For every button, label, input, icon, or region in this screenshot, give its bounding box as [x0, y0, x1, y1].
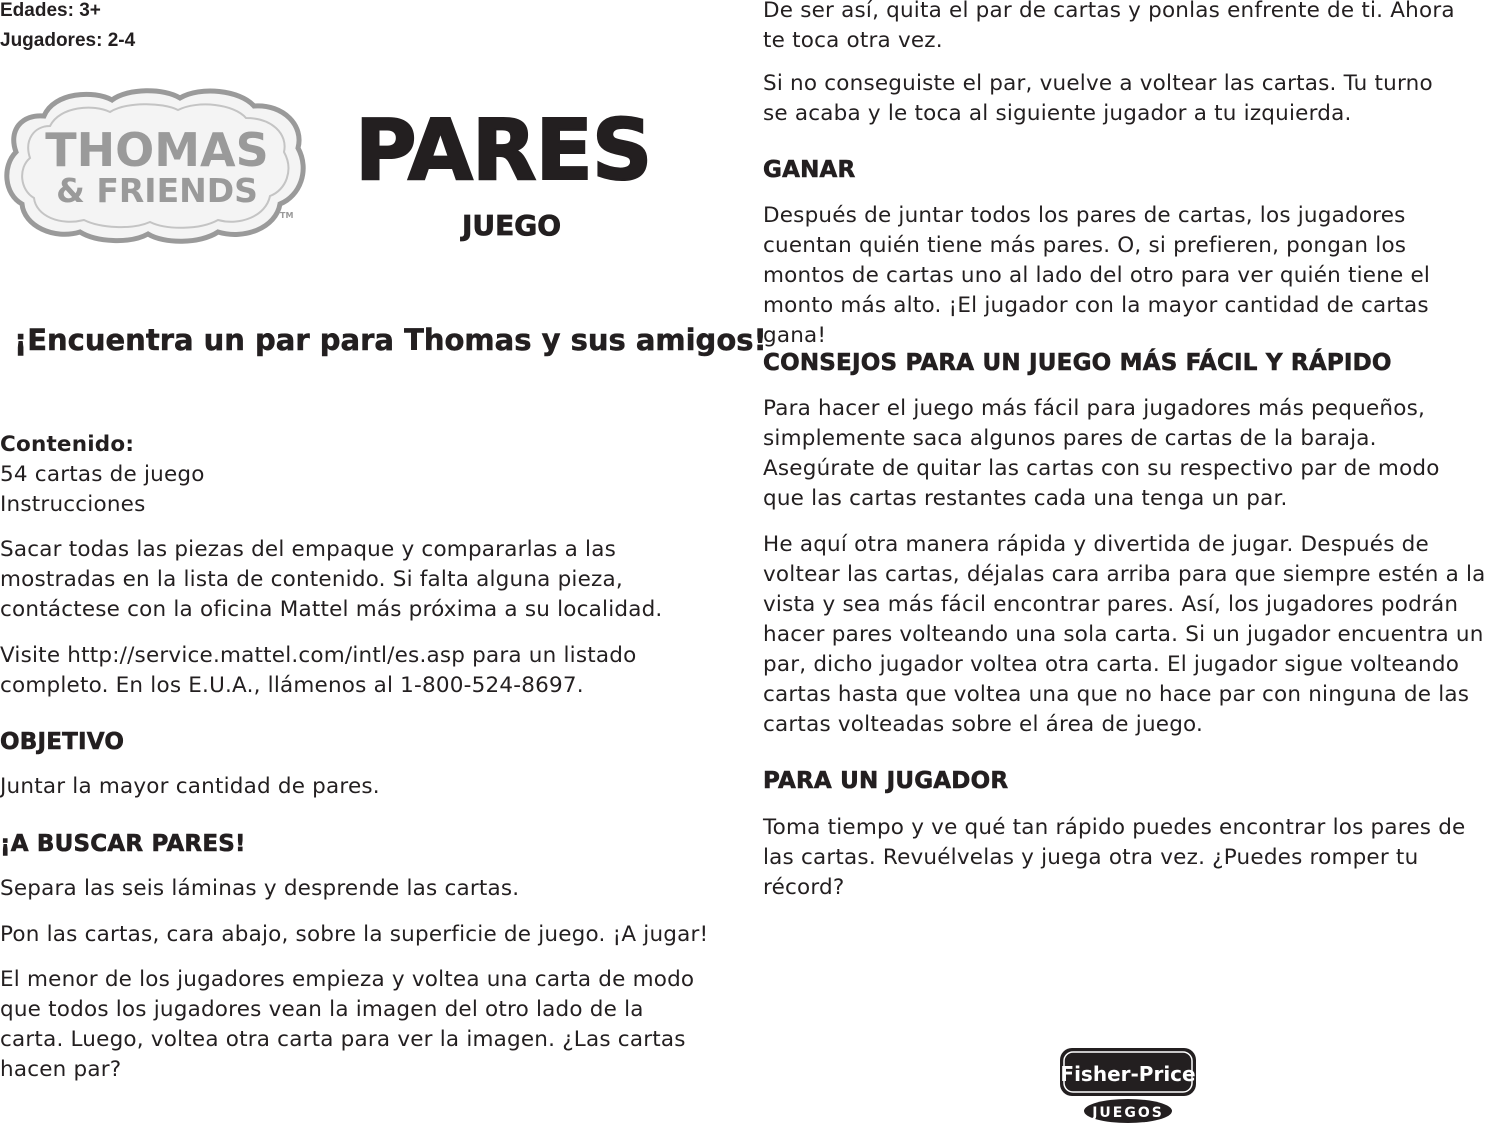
players-label: Jugadores: 2-4 [0, 30, 136, 51]
juegos-label: JUEGOS [1092, 1105, 1164, 1121]
tips-heading: CONSEJOS PARA UN JUEGO MÁS FÁCIL Y RÁPIDO [763, 350, 1392, 376]
contents-item: 54 cartas de juego [0, 462, 205, 487]
search-paragraph: De ser así, quita el par de cartas y ponlas enfrente de ti. Ahora te toca otra vez. [763, 0, 1455, 53]
unpack-paragraph: Sacar todas las piezas del empaque y compararlas a las mostradas en la lista de contenido. Si falta alguna pieza, contáctese con la oficina Mattel más próxima a su localidad. [0, 537, 663, 622]
win-heading: GANAR [763, 157, 856, 183]
service-paragraph: Visite http://service.mattel.com/intl/es.asp para un listado completo. En los E.U.A., llámenos al 1-800-524-8697. [0, 643, 637, 698]
tips-paragraph: He aquí otra manera rápida y divertida de jugar. Después de voltear las cartas, déjalas cara arriba para que siempre estén a la vista y sea más fácil encontrar pares. Así, los jugadores podrán hacer pares volteando una sola carta. Si un jugador encuentra un par, dicho jugador voltea otra carta. El jugador sigue volteando cartas hasta que voltea una que no hace par con ninguna de las cartas volteadas sobre el área de juego. [763, 532, 1486, 737]
search-paragraph: El menor de los jugadores empieza y voltea una carta de modo que todos los jugadores vean la imagen del otro lado de la carta. Luego, voltea otra carta para ver la imagen. ¿Las cartas hacen par? [0, 967, 695, 1082]
fisher-price-wordmark: Fisher-Price [1060, 1062, 1196, 1086]
search-paragraph: Si no conseguiste el par, vuelve a voltear las cartas. Tu turno se acaba y le toca al siguiente jugador a tu izquierda. [763, 71, 1433, 126]
search-heading: ¡A BUSCAR PARES! [0, 831, 246, 857]
solo-text: Toma tiempo y ve qué tan rápido puedes encontrar los pares de las cartas. Revuélvelas y juega otra vez. ¿Puedes romper tu récord? [763, 815, 1466, 900]
game-subtitle: JUEGO [462, 209, 562, 242]
search-paragraph: Separa las seis láminas y desprende las cartas. [0, 876, 520, 901]
objective-text: Juntar la mayor cantidad de pares. [0, 774, 380, 799]
game-title: PARES [355, 101, 652, 199]
contents-title: Contenido: [0, 432, 135, 457]
ages-label: Edades: 3+ [0, 0, 101, 21]
contents-section [0, 430, 720, 520]
logo-line-1: THOMAS [45, 123, 269, 177]
solo-heading: PARA UN JUGADOR [763, 768, 1009, 794]
win-text: Después de juntar todos los pares de cartas, los jugadores cuentan quién tiene más pares. O, si prefieren, pongan los montos de cartas uno al lado del otro para ver quién tiene el monto más alto. ¡El jugador con la mayor cantidad de cartas gana! [763, 203, 1431, 348]
objective-heading: OBJETIVO [0, 729, 125, 755]
tagline: ¡Encuentra un par para Thomas y sus amigos! [14, 323, 767, 357]
logo-line-2: & FRIENDS [56, 171, 258, 210]
thomas-and-friends-logo [4, 86, 310, 246]
contents-item: Instrucciones [0, 492, 146, 517]
search-paragraph: Pon las cartas, cara abajo, sobre la superficie de juego. ¡A jugar! [0, 922, 709, 947]
tips-paragraph: Para hacer el juego más fácil para jugadores más pequeños, simplemente saca algunos pares de cartas de la baraja. Asegúrate de quitar las cartas con su respectivo par de modo que las cartas restantes cada una tenga un par. [763, 396, 1440, 511]
logo-trademark: TM [280, 211, 294, 220]
fisher-price-logo [1058, 1046, 1200, 1126]
